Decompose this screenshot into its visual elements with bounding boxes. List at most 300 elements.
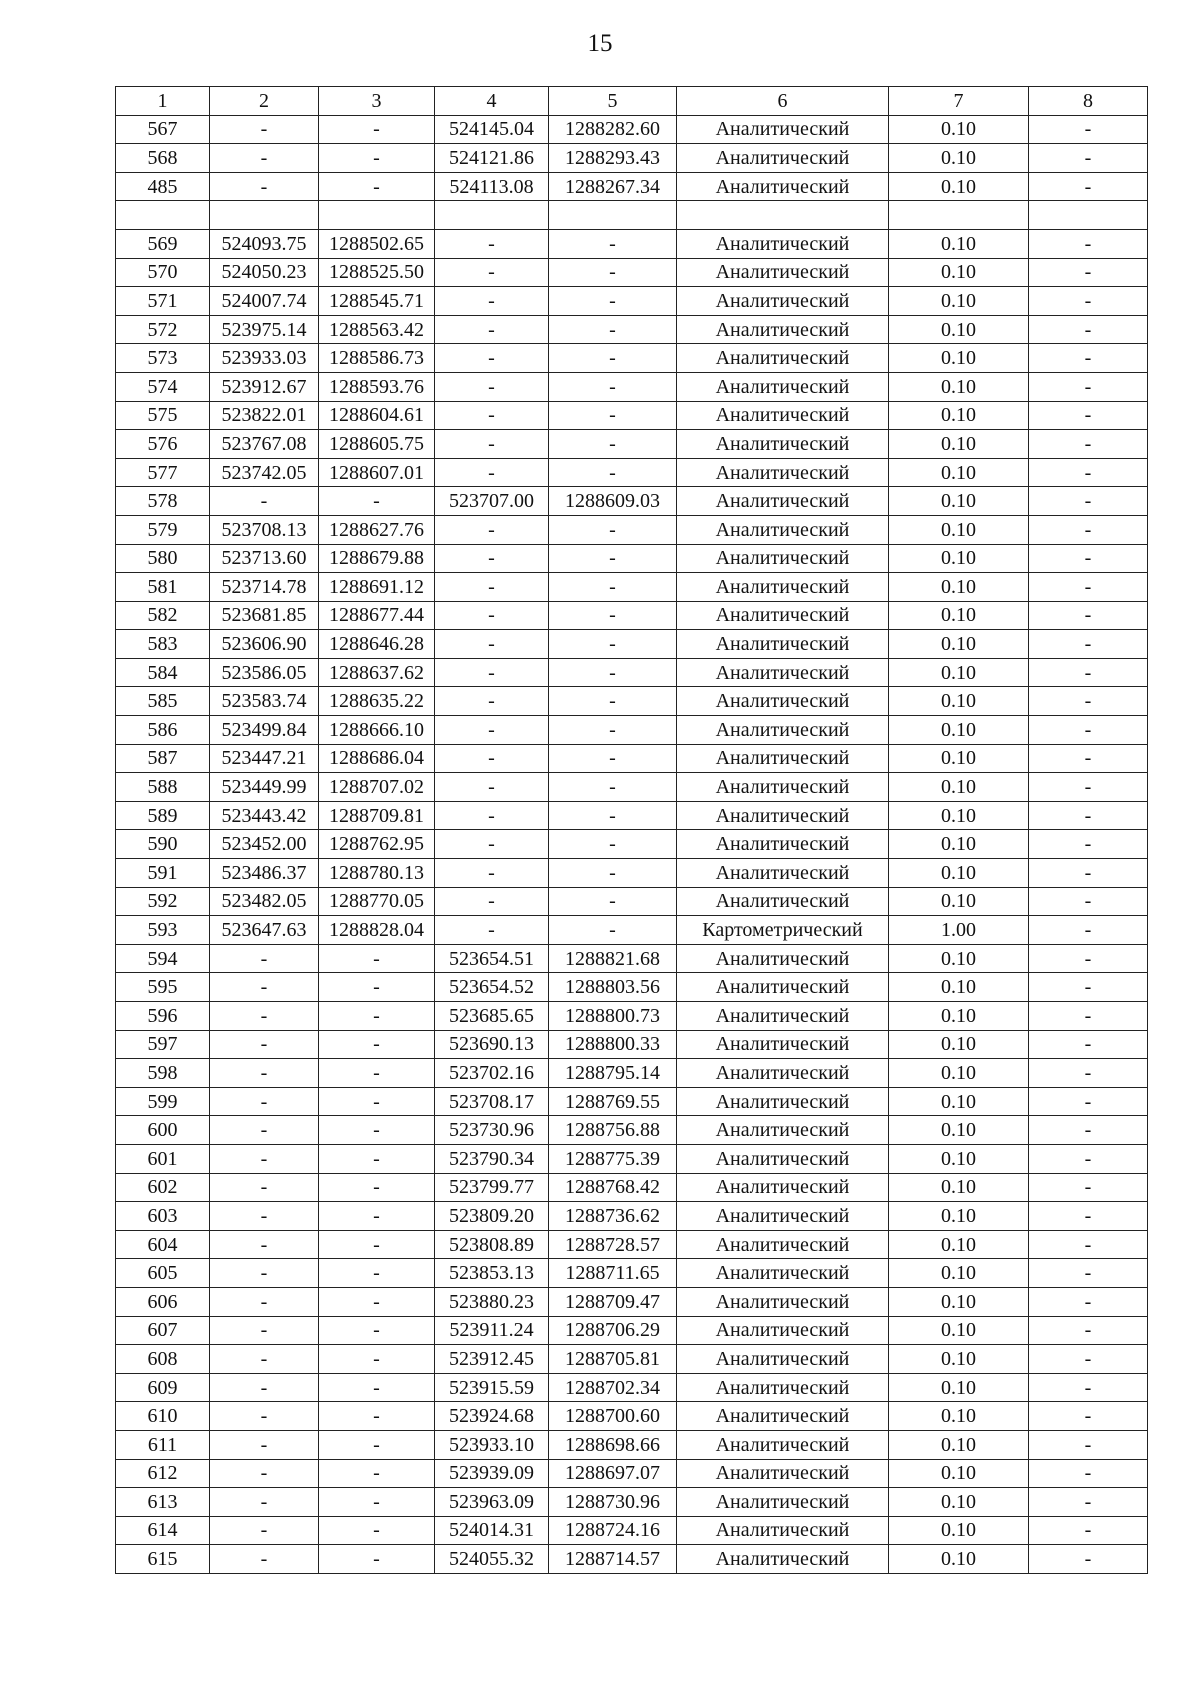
point-number-cell: 567 — [116, 115, 210, 144]
x-old-cell: - — [210, 172, 319, 201]
x-old-cell: 523933.03 — [210, 344, 319, 373]
table-row — [116, 1087, 1148, 1116]
x-old-cell: 523681.85 — [210, 601, 319, 630]
y-new-cell: 1288714.57 — [549, 1545, 677, 1574]
table-row — [116, 687, 1148, 716]
point-number-cell: 600 — [116, 1116, 210, 1145]
method-cell: Аналитический — [677, 1059, 889, 1088]
x-new-cell: - — [435, 601, 549, 630]
method-cell: Аналитический — [677, 1030, 889, 1059]
x-new-cell: 524055.32 — [435, 1545, 549, 1574]
y-new-cell: - — [549, 315, 677, 344]
accuracy-cell: 0.10 — [889, 229, 1029, 258]
method-cell — [677, 201, 889, 230]
description-cell: - — [1029, 1230, 1148, 1259]
x-new-cell: 523654.52 — [435, 973, 549, 1002]
table-row — [116, 515, 1148, 544]
table-row — [116, 716, 1148, 745]
y-old-cell: - — [319, 487, 435, 516]
x-old-cell: 523912.67 — [210, 372, 319, 401]
accuracy-cell: 0.10 — [889, 1173, 1029, 1202]
x-new-cell: 523654.51 — [435, 944, 549, 973]
x-old-cell: - — [210, 1345, 319, 1374]
method-cell: Аналитический — [677, 1459, 889, 1488]
accuracy-cell: 0.10 — [889, 544, 1029, 573]
y-old-cell — [319, 201, 435, 230]
x-old-cell: - — [210, 1059, 319, 1088]
description-cell: - — [1029, 1259, 1148, 1288]
accuracy-cell: 0.10 — [889, 630, 1029, 659]
y-new-cell: - — [549, 458, 677, 487]
y-new-cell: 1288756.88 — [549, 1116, 677, 1145]
y-old-cell: - — [319, 1516, 435, 1545]
method-cell: Аналитический — [677, 859, 889, 888]
description-cell: - — [1029, 1316, 1148, 1345]
x-new-cell: - — [435, 687, 549, 716]
y-new-cell: - — [549, 887, 677, 916]
description-cell: - — [1029, 1087, 1148, 1116]
y-old-cell: 1288677.44 — [319, 601, 435, 630]
x-new-cell: 523915.59 — [435, 1373, 549, 1402]
table-row — [116, 916, 1148, 945]
description-cell: - — [1029, 658, 1148, 687]
accuracy-cell: 0.10 — [889, 1116, 1029, 1145]
x-old-cell — [210, 201, 319, 230]
point-number-cell: 609 — [116, 1373, 210, 1402]
table-row — [116, 1545, 1148, 1574]
method-cell: Аналитический — [677, 172, 889, 201]
y-old-cell: - — [319, 973, 435, 1002]
method-cell: Аналитический — [677, 630, 889, 659]
x-new-cell: - — [435, 430, 549, 459]
method-cell: Аналитический — [677, 830, 889, 859]
point-number-cell: 592 — [116, 887, 210, 916]
description-cell: - — [1029, 1488, 1148, 1517]
x-new-cell: 523799.77 — [435, 1173, 549, 1202]
method-cell: Аналитический — [677, 344, 889, 373]
table-row — [116, 544, 1148, 573]
x-old-cell: 523499.84 — [210, 716, 319, 745]
table-row — [116, 573, 1148, 602]
description-cell: - — [1029, 1345, 1148, 1374]
description-cell: - — [1029, 1373, 1148, 1402]
method-cell: Аналитический — [677, 973, 889, 1002]
description-cell: - — [1029, 1459, 1148, 1488]
description-cell: - — [1029, 830, 1148, 859]
point-number-cell: 568 — [116, 144, 210, 173]
y-old-cell: - — [319, 1430, 435, 1459]
x-old-cell: - — [210, 1430, 319, 1459]
y-new-cell — [549, 201, 677, 230]
y-old-cell: 1288593.76 — [319, 372, 435, 401]
y-new-cell: 1288706.29 — [549, 1316, 677, 1345]
accuracy-cell: 0.10 — [889, 944, 1029, 973]
table-row — [116, 344, 1148, 373]
y-old-cell: - — [319, 1402, 435, 1431]
x-new-cell: - — [435, 287, 549, 316]
y-new-cell: 1288267.34 — [549, 172, 677, 201]
x-old-cell: 523443.42 — [210, 801, 319, 830]
x-old-cell: - — [210, 1316, 319, 1345]
y-new-cell: - — [549, 573, 677, 602]
accuracy-cell: 0.10 — [889, 773, 1029, 802]
table-row — [116, 1202, 1148, 1231]
x-old-cell: - — [210, 1259, 319, 1288]
x-new-cell: - — [435, 344, 549, 373]
method-cell: Аналитический — [677, 1345, 889, 1374]
table-row — [116, 1002, 1148, 1031]
point-number-cell: 608 — [116, 1345, 210, 1374]
x-new-cell: - — [435, 315, 549, 344]
y-old-cell: 1288828.04 — [319, 916, 435, 945]
y-new-cell: 1288698.66 — [549, 1430, 677, 1459]
x-new-cell: 523702.16 — [435, 1059, 549, 1088]
point-number-cell: 594 — [116, 944, 210, 973]
x-new-cell: - — [435, 716, 549, 745]
accuracy-cell: 0.10 — [889, 1402, 1029, 1431]
x-new-cell: 523911.24 — [435, 1316, 549, 1345]
method-cell: Аналитический — [677, 573, 889, 602]
point-number-cell: 595 — [116, 973, 210, 1002]
point-number-cell: 612 — [116, 1459, 210, 1488]
accuracy-cell: 0.10 — [889, 1259, 1029, 1288]
table-row — [116, 1287, 1148, 1316]
x-new-cell: - — [435, 458, 549, 487]
table-header-row — [116, 87, 1148, 116]
y-new-cell: - — [549, 716, 677, 745]
point-number-cell: 584 — [116, 658, 210, 687]
description-cell: - — [1029, 344, 1148, 373]
x-new-cell: - — [435, 801, 549, 830]
y-new-cell: - — [549, 801, 677, 830]
y-old-cell: - — [319, 144, 435, 173]
description-cell: - — [1029, 544, 1148, 573]
point-number-cell: 573 — [116, 344, 210, 373]
accuracy-cell: 0.10 — [889, 1030, 1029, 1059]
point-number-cell: 587 — [116, 744, 210, 773]
table-row — [116, 458, 1148, 487]
accuracy-cell: 0.10 — [889, 1430, 1029, 1459]
table-row — [116, 1373, 1148, 1402]
table-row — [116, 229, 1148, 258]
point-number-cell: 611 — [116, 1430, 210, 1459]
description-cell: - — [1029, 372, 1148, 401]
x-old-cell: - — [210, 1516, 319, 1545]
table-row — [116, 372, 1148, 401]
accuracy-cell: 0.10 — [889, 973, 1029, 1002]
method-cell: Аналитический — [677, 687, 889, 716]
point-number-cell: 574 — [116, 372, 210, 401]
description-cell: - — [1029, 1430, 1148, 1459]
point-number-cell: 593 — [116, 916, 210, 945]
point-number-cell: 601 — [116, 1144, 210, 1173]
description-cell: - — [1029, 944, 1148, 973]
point-number-cell: 581 — [116, 573, 210, 602]
x-new-cell: 524014.31 — [435, 1516, 549, 1545]
y-old-cell: - — [319, 1373, 435, 1402]
accuracy-cell: 0.10 — [889, 458, 1029, 487]
point-number-cell: 588 — [116, 773, 210, 802]
method-cell: Аналитический — [677, 401, 889, 430]
x-old-cell: 523975.14 — [210, 315, 319, 344]
point-number-cell: 591 — [116, 859, 210, 888]
x-old-cell: - — [210, 1002, 319, 1031]
x-new-cell: 524121.86 — [435, 144, 549, 173]
point-number-cell: 575 — [116, 401, 210, 430]
x-old-cell: - — [210, 1402, 319, 1431]
y-old-cell: - — [319, 1030, 435, 1059]
y-new-cell: - — [549, 544, 677, 573]
method-cell: Аналитический — [677, 801, 889, 830]
method-cell: Аналитический — [677, 1545, 889, 1574]
x-new-cell: - — [435, 573, 549, 602]
table-row — [116, 430, 1148, 459]
y-old-cell: - — [319, 1116, 435, 1145]
accuracy-cell: 0.10 — [889, 1488, 1029, 1517]
y-new-cell: - — [549, 229, 677, 258]
y-old-cell: 1288709.81 — [319, 801, 435, 830]
x-old-cell: - — [210, 1144, 319, 1173]
y-new-cell: 1288800.33 — [549, 1030, 677, 1059]
y-old-cell: - — [319, 1459, 435, 1488]
x-old-cell: 524050.23 — [210, 258, 319, 287]
y-new-cell: - — [549, 859, 677, 888]
method-cell: Аналитический — [677, 515, 889, 544]
x-old-cell: - — [210, 1173, 319, 1202]
point-number-cell: 582 — [116, 601, 210, 630]
method-cell: Аналитический — [677, 315, 889, 344]
table-row — [116, 1144, 1148, 1173]
x-old-cell: - — [210, 1116, 319, 1145]
description-cell: - — [1029, 430, 1148, 459]
x-old-cell: - — [210, 487, 319, 516]
x-new-cell: 524113.08 — [435, 172, 549, 201]
table-row — [116, 115, 1148, 144]
method-cell: Аналитический — [677, 1373, 889, 1402]
y-new-cell: 1288768.42 — [549, 1173, 677, 1202]
description-cell: - — [1029, 1059, 1148, 1088]
point-number-cell: 569 — [116, 229, 210, 258]
method-cell: Аналитический — [677, 944, 889, 973]
accuracy-cell: 0.10 — [889, 1144, 1029, 1173]
description-cell: - — [1029, 859, 1148, 888]
y-new-cell: 1288702.34 — [549, 1373, 677, 1402]
x-old-cell: - — [210, 973, 319, 1002]
table-row — [116, 1173, 1148, 1202]
x-new-cell: - — [435, 658, 549, 687]
x-old-cell: 523714.78 — [210, 573, 319, 602]
table-row — [116, 744, 1148, 773]
accuracy-cell: 0.10 — [889, 515, 1029, 544]
x-new-cell: 523708.17 — [435, 1087, 549, 1116]
y-old-cell: 1288563.42 — [319, 315, 435, 344]
accuracy-cell: 0.10 — [889, 830, 1029, 859]
method-cell: Аналитический — [677, 658, 889, 687]
description-cell: - — [1029, 773, 1148, 802]
table-row — [116, 1230, 1148, 1259]
y-old-cell: - — [319, 1059, 435, 1088]
y-new-cell: 1288795.14 — [549, 1059, 677, 1088]
y-new-cell: 1288800.73 — [549, 1002, 677, 1031]
description-cell: - — [1029, 1002, 1148, 1031]
description-cell: - — [1029, 716, 1148, 745]
y-old-cell: 1288627.76 — [319, 515, 435, 544]
description-cell: - — [1029, 1116, 1148, 1145]
point-number-cell: 597 — [116, 1030, 210, 1059]
description-cell: - — [1029, 172, 1148, 201]
x-old-cell: 523647.63 — [210, 916, 319, 945]
x-new-cell: - — [435, 258, 549, 287]
point-number-cell: 604 — [116, 1230, 210, 1259]
x-old-cell: - — [210, 1087, 319, 1116]
method-cell: Аналитический — [677, 1230, 889, 1259]
description-cell: - — [1029, 916, 1148, 945]
y-old-cell: 1288646.28 — [319, 630, 435, 659]
y-old-cell: - — [319, 1345, 435, 1374]
x-new-cell: 523939.09 — [435, 1459, 549, 1488]
accuracy-cell: 0.10 — [889, 115, 1029, 144]
x-old-cell: 523742.05 — [210, 458, 319, 487]
description-cell: - — [1029, 1516, 1148, 1545]
y-old-cell: 1288707.02 — [319, 773, 435, 802]
point-number-cell — [116, 201, 210, 230]
y-new-cell: 1288724.16 — [549, 1516, 677, 1545]
x-old-cell: - — [210, 1373, 319, 1402]
description-cell: - — [1029, 1173, 1148, 1202]
y-old-cell: - — [319, 1002, 435, 1031]
x-new-cell: - — [435, 229, 549, 258]
accuracy-cell: 0.10 — [889, 687, 1029, 716]
y-new-cell: - — [549, 344, 677, 373]
point-number-cell: 576 — [116, 430, 210, 459]
y-old-cell: 1288586.73 — [319, 344, 435, 373]
table-row — [116, 830, 1148, 859]
point-number-cell: 605 — [116, 1259, 210, 1288]
accuracy-cell: 0.10 — [889, 430, 1029, 459]
table-row — [116, 1116, 1148, 1145]
x-new-cell: 524145.04 — [435, 115, 549, 144]
x-old-cell: 523583.74 — [210, 687, 319, 716]
y-new-cell: - — [549, 258, 677, 287]
table-row — [116, 1030, 1148, 1059]
accuracy-cell: 0.10 — [889, 601, 1029, 630]
x-old-cell: - — [210, 144, 319, 173]
coordinates-table — [115, 86, 1148, 1574]
table-row — [116, 1345, 1148, 1374]
y-old-cell: 1288502.65 — [319, 229, 435, 258]
table-body — [116, 115, 1148, 1573]
y-new-cell: - — [549, 401, 677, 430]
table-row — [116, 258, 1148, 287]
x-new-cell: 523912.45 — [435, 1345, 549, 1374]
point-number-cell: 614 — [116, 1516, 210, 1545]
table-row — [116, 144, 1148, 173]
method-cell: Аналитический — [677, 287, 889, 316]
y-new-cell: - — [549, 430, 677, 459]
table-row — [116, 944, 1148, 973]
x-old-cell: 523586.05 — [210, 658, 319, 687]
y-new-cell: - — [549, 515, 677, 544]
y-old-cell: - — [319, 1287, 435, 1316]
accuracy-cell: 0.10 — [889, 344, 1029, 373]
accuracy-cell: 0.10 — [889, 658, 1029, 687]
y-new-cell: - — [549, 658, 677, 687]
method-cell: Аналитический — [677, 1516, 889, 1545]
accuracy-cell: 0.10 — [889, 1287, 1029, 1316]
description-cell: - — [1029, 487, 1148, 516]
table-row — [116, 630, 1148, 659]
description-cell: - — [1029, 258, 1148, 287]
y-old-cell: - — [319, 1545, 435, 1574]
y-new-cell: - — [549, 687, 677, 716]
description-cell: - — [1029, 515, 1148, 544]
table-row — [116, 773, 1148, 802]
point-number-cell: 578 — [116, 487, 210, 516]
point-number-cell: 571 — [116, 287, 210, 316]
table-row — [116, 401, 1148, 430]
y-new-cell: 1288728.57 — [549, 1230, 677, 1259]
x-new-cell: - — [435, 887, 549, 916]
table-row — [116, 973, 1148, 1002]
column-header: 4 — [435, 87, 549, 116]
point-number-cell: 572 — [116, 315, 210, 344]
y-old-cell: 1288666.10 — [319, 716, 435, 745]
y-new-cell: 1288821.68 — [549, 944, 677, 973]
y-new-cell: 1288700.60 — [549, 1402, 677, 1431]
y-new-cell: 1288775.39 — [549, 1144, 677, 1173]
accuracy-cell: 0.10 — [889, 1545, 1029, 1574]
x-old-cell: 523482.05 — [210, 887, 319, 916]
point-number-cell: 585 — [116, 687, 210, 716]
accuracy-cell: 0.10 — [889, 1230, 1029, 1259]
method-cell: Аналитический — [677, 773, 889, 802]
column-header: 6 — [677, 87, 889, 116]
method-cell: Аналитический — [677, 1259, 889, 1288]
x-new-cell: - — [435, 773, 549, 802]
table-row — [116, 1402, 1148, 1431]
y-old-cell: - — [319, 1087, 435, 1116]
point-number-cell: 570 — [116, 258, 210, 287]
point-number-cell: 583 — [116, 630, 210, 659]
column-header: 1 — [116, 87, 210, 116]
y-old-cell: 1288604.61 — [319, 401, 435, 430]
y-new-cell: - — [549, 601, 677, 630]
point-number-cell: 589 — [116, 801, 210, 830]
y-old-cell: 1288780.13 — [319, 859, 435, 888]
x-old-cell: - — [210, 1287, 319, 1316]
y-old-cell: 1288607.01 — [319, 458, 435, 487]
accuracy-cell: 0.10 — [889, 887, 1029, 916]
y-old-cell: - — [319, 944, 435, 973]
method-cell: Аналитический — [677, 1488, 889, 1517]
accuracy-cell: 0.10 — [889, 573, 1029, 602]
x-new-cell — [435, 201, 549, 230]
point-number-cell: 586 — [116, 716, 210, 745]
column-header: 5 — [549, 87, 677, 116]
x-old-cell: 523708.13 — [210, 515, 319, 544]
accuracy-cell: 0.10 — [889, 859, 1029, 888]
y-old-cell: - — [319, 1488, 435, 1517]
method-cell: Аналитический — [677, 458, 889, 487]
y-old-cell: - — [319, 1202, 435, 1231]
y-new-cell: 1288609.03 — [549, 487, 677, 516]
x-new-cell: - — [435, 744, 549, 773]
table-row — [116, 601, 1148, 630]
description-cell: - — [1029, 315, 1148, 344]
method-cell: Аналитический — [677, 229, 889, 258]
method-cell: Аналитический — [677, 1116, 889, 1145]
point-number-cell: 579 — [116, 515, 210, 544]
